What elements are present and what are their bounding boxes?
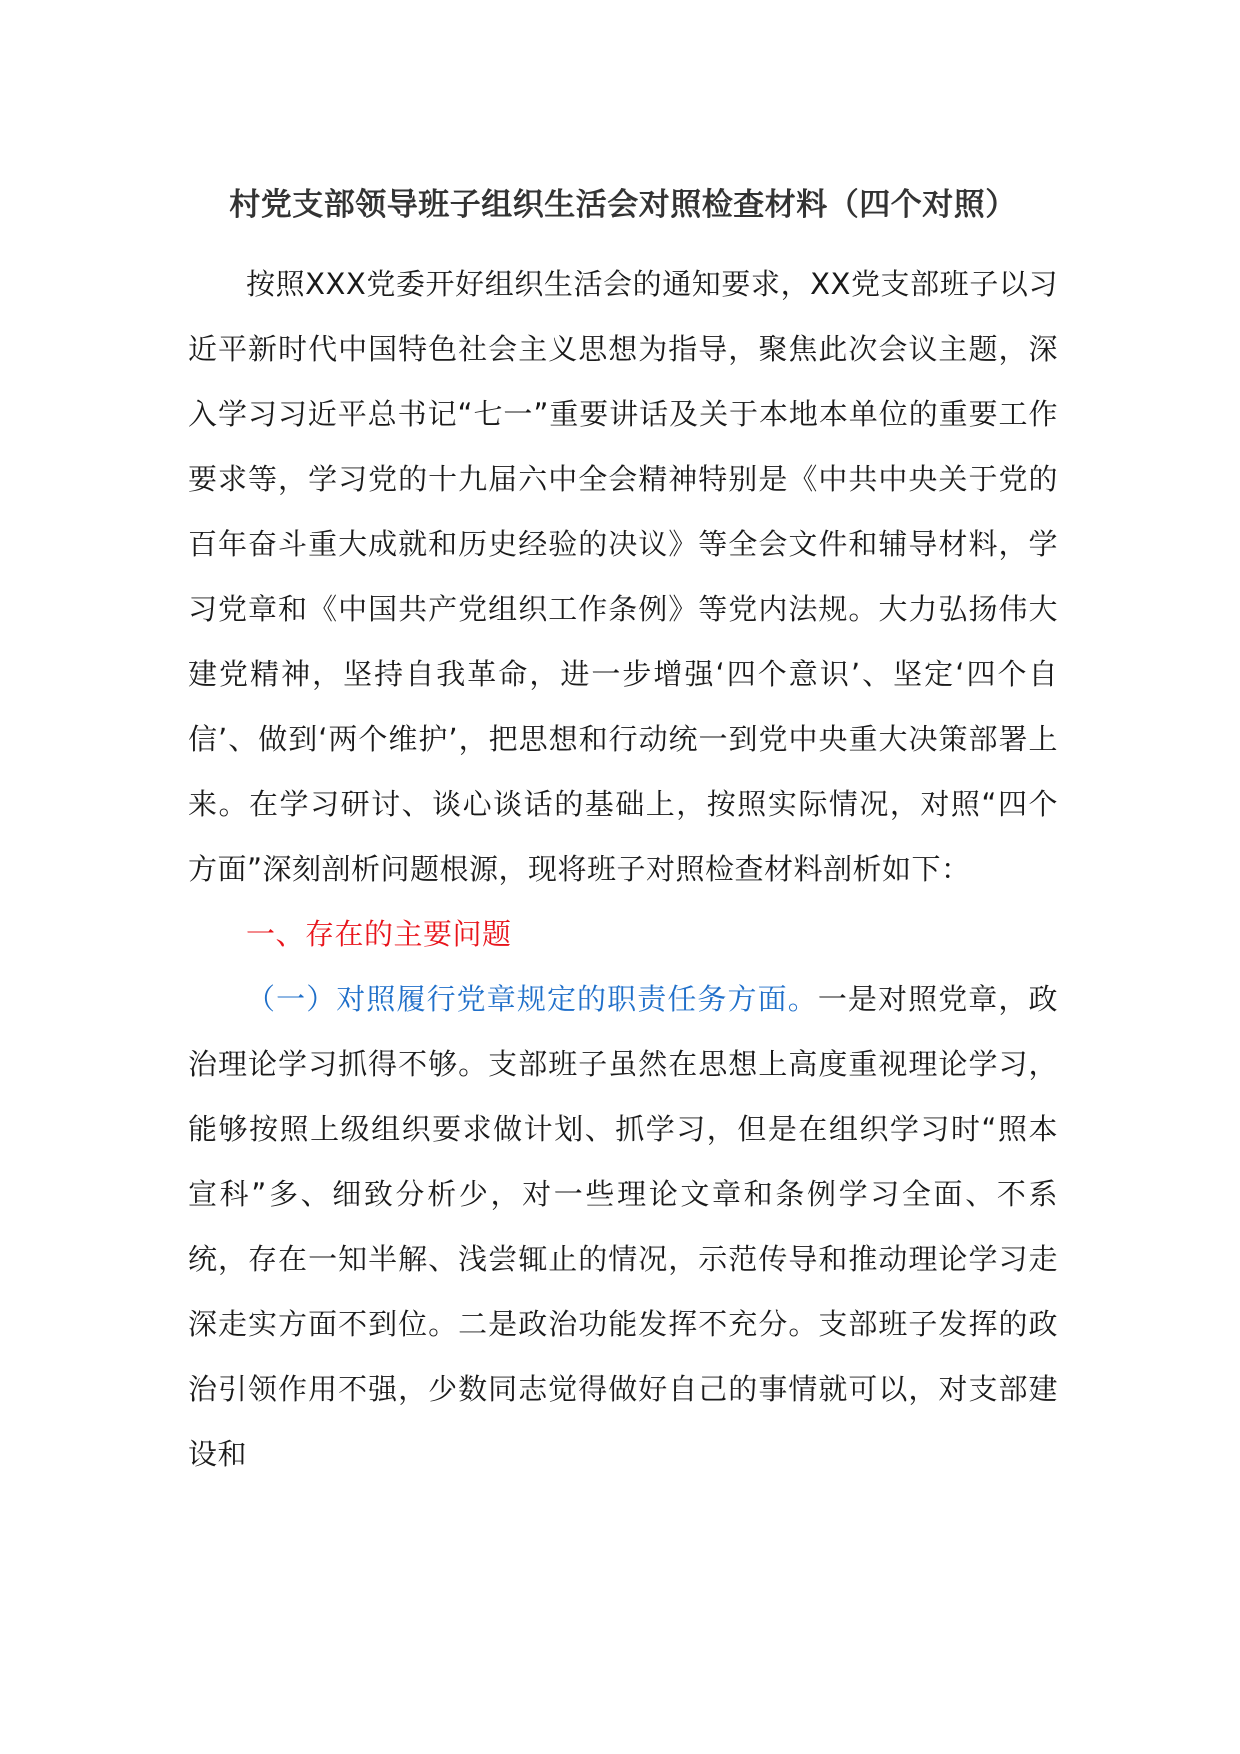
section-heading-main-problems: 一、存在的主要问题: [246, 917, 512, 951]
document-page: [188, 180, 1058, 1487]
subsection-paragraph: [188, 967, 1058, 1487]
subsection-heading: （一）对照履行党章规定的职责任务方面。: [246, 982, 818, 1016]
intro-paragraph: 按照XXX党委开好组织生活会的通知要求，XX党支部班子以习近平新时代中国特色社会主义思想为指导，聚焦此次会议主题，深入学习习近平总书记“七一”重要讲话及关于本地本单位的重要工作要求等，学习党的十九届六中全会精神特别是《中共中央关于党的百年奋斗重大成就和历史经验的决议》等全会文件和辅导材料，学习党章和《中国共产党组织工作条例》等党内法规。大力弘扬伟大建党精神，坚持自我革命，进一步增强‘四个意识’、坚定‘四个自信’、做到‘两个维护’，把思想和行动统一到党中央重大决策部署上来。在学习研讨、谈心谈话的基础上，按照实际情况，对照“四个方面”深刻剖析问题根源，现将班子对照检查材料剖析如下：: [188, 267, 1058, 886]
subsection-body: 一是对照党章，政治理论学习抓得不够。支部班子虽然在思想上高度重视理论学习，能够按照上级组织要求做计划、抓学习，但是在组织学习时“照本宣科”多、细致分析少，对一些理论文章和条例学习全面、不系统，存在一知半解、浅尝辄止的情况，示范传导和推动理论学习走深走实方面不到位。二是政治功能发挥不充分。支部班子发挥的政治引领作用不强，少数同志觉得做好自己的事情就可以，对支部建设和: [188, 982, 1058, 1471]
document-title: 村党支部领导班子组织生活会对照检查材料（四个对照）: [229, 187, 1017, 223]
